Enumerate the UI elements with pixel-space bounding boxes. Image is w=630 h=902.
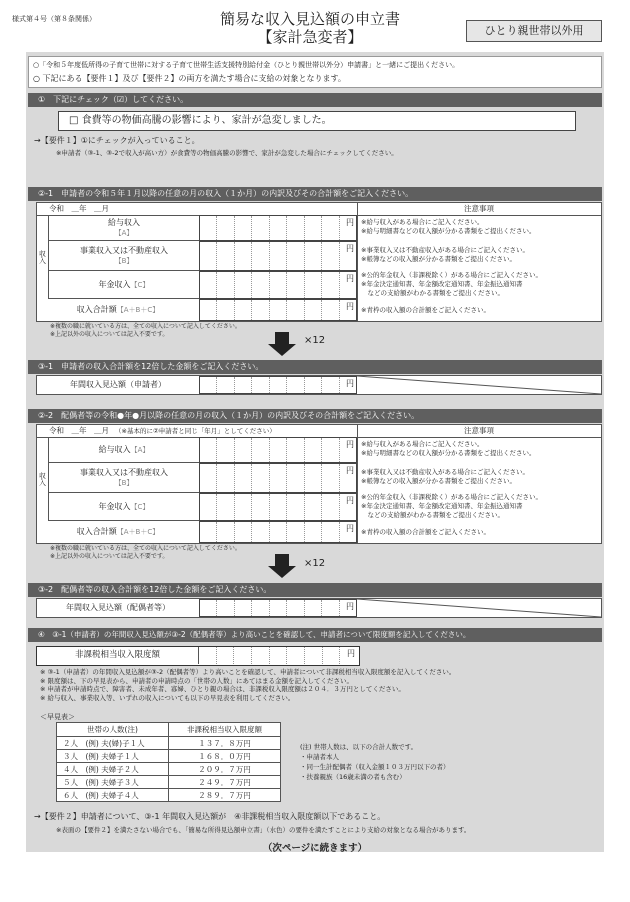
limit-row [36, 646, 360, 666]
strike-line [357, 376, 601, 394]
page-title: 簡易な収入見込額の申立書 [219, 10, 400, 28]
annual-income-spouse-row [36, 598, 602, 618]
spouse-total-input[interactable]: 円 [199, 521, 357, 543]
section-1-header: ① 下記にチェック（☑）してください。 [28, 93, 602, 107]
pension-note: ※公的年金収入（非課税除く）がある場合にご記入ください。 ※年金決定通知書、年金額改定通知書、年金振込通知書 などの支給額がわかる書類をご提出ください。 [361, 271, 542, 297]
household-type-badge: ひとり親世帯以外用 [466, 20, 602, 42]
notes-column-header: 注意事項 [464, 204, 494, 213]
total-income-label: 収入合計額【A＋B＋C】 [76, 305, 160, 314]
date-field[interactable]: 令和 ＿年 ＿月 [49, 204, 109, 213]
spouse-total-label: 収入合計額【A＋B＋C】 [76, 527, 160, 536]
table-row: ２人 (例) 夫(婦)子１人 １３７．８万円 [57, 737, 281, 750]
section-4-header: ④ ③-1（申請者）の年間収入見込額が③-2（配偶者等）より高いことを確認して、申請者について限度額を記入してください。 [28, 628, 602, 642]
spouse-business-input[interactable]: 円 [199, 463, 357, 493]
salary-note: ※給与収入がある場合にご記入ください。 ※給与明細書などの収入額が分かる書類をご提出ください。 [361, 218, 536, 235]
multiplier-label-2: ×12 [304, 558, 326, 569]
spouse-business-label: 事業収入又は不動産収入 【B】 [49, 463, 199, 493]
notes-column-header-2: 注意事項 [464, 426, 494, 435]
income-table-spouse [36, 424, 602, 544]
spouse-salary-input[interactable]: 円 [199, 437, 357, 463]
table-row: ３人 (例) 夫婦子１人 １６８．０万円 [57, 750, 281, 763]
table-row: ５人 (例) 夫婦子３人 ２４９．７万円 [57, 776, 281, 789]
limit-input[interactable]: 円 [199, 647, 357, 664]
section-3-1-header: ③-1 申請者の収入合計額を12倍した金額をご記入ください。 [28, 360, 602, 374]
spouse-pension-note: ※公的年金収入（非課税除く）がある場合にご記入ください。 ※年金決定通知書、年金額改定通知書、年金振込通知書 などの支給額がわかる書類をご提出ください。 [361, 493, 542, 519]
total-note: ※青枠の収入額の合計額をご記入ください。 [361, 306, 490, 314]
income-side-label: 収入 [37, 215, 49, 299]
business-income-label: 事業収入又は不動産収入 【B】 [49, 241, 199, 271]
annual-income-applicant-input[interactable]: 円 [199, 376, 357, 394]
small-notes-1: ※複数の職に就いている方は、全ての収入について記入してください。 ※上記以外の収入については記入不要です。 [50, 323, 241, 338]
spouse-salary-note: ※給与収入がある場合にご記入ください。 ※給与明細書などの収入額が分かる書類をご提出ください。 [361, 440, 536, 457]
small-notes-2: ※複数の職に就いている方は、全ての収入について記入してください。 ※上記以外の収入については記入不要です。 [50, 545, 241, 560]
annual-income-spouse-label: 年間収入見込額（配偶者等） [66, 603, 170, 612]
form-number: 様式第４号（第８条関係） [12, 15, 96, 23]
pension-income-label: 年金収入【C】 [49, 271, 199, 299]
pension-income-input[interactable]: 円 [199, 271, 357, 299]
price-surge-checkbox[interactable]: □ 食費等の物価高騰の影響により、家計が急変しました。 [58, 111, 576, 131]
requirement-1: →【要件１】①にチェックが入っていること。 [34, 136, 200, 145]
intro-line-2: ○ 下記にある【要件１】及び【要件２】の両方を満たす場合に支給の対象となります。 [33, 74, 346, 83]
requirement-2: →【要件２】申請者について、③-1 年間収入見込額が ④非課税相当収入限度額以下であること。 [34, 812, 386, 821]
spouse-pension-input[interactable]: 円 [199, 493, 357, 521]
table-row: ４人 (例) 夫婦子２人 ２０９．７万円 [57, 763, 281, 776]
spouse-pension-label: 年金収入【C】 [49, 493, 199, 521]
income-side-label-2: 収入 [37, 437, 49, 521]
annual-income-applicant-label: 年間収入見込額（申請者） [70, 380, 166, 389]
page-subtitle: 【家計急変者】 [257, 28, 363, 46]
annual-income-applicant-row [36, 375, 602, 395]
section-3-2-header: ③-2 配偶者等の収入合計額を12倍した金額をご記入ください。 [28, 583, 602, 597]
quick-table-title: ＜早見表＞ [40, 713, 75, 721]
salary-income-label: 給与収入 【A】 [49, 215, 199, 241]
limit-label: 非課税相当収入限度額 [37, 647, 199, 664]
down-arrow-icon [268, 332, 296, 356]
spouse-total-note: ※青枠の収入額の合計額をご記入ください。 [361, 528, 490, 536]
date-field-spouse[interactable]: 令和 ＿年 ＿月 （※基本的に②申請者と同じ「年月」としてください） [49, 426, 276, 435]
spouse-business-note: ※事業収入又は不動産収入がある場合にご記入ください。 ※帳簿などの収入額が分かる書類をご提出ください。 [361, 468, 529, 485]
household-count-note: (注) 世帯人数は、以下の合計人数です。 ・申請者本人 ・同一生計配偶者（収入金額１０３万円以下の者） ・扶養親族（16歳未満の者も含む） [300, 743, 450, 781]
total-income-input[interactable]: 円 [199, 299, 357, 321]
intro-box [28, 56, 602, 88]
spouse-salary-label: 給与収入【A】 [49, 437, 199, 463]
continued-footer: （次ページに続きます） [262, 843, 368, 854]
section-2-2-header: ②-2 配偶者等の令和●年●月以降の任意の月の収入（１か月）の内訳及びその合計額をご記入ください。 [28, 409, 602, 423]
requirement-1-note: ※申請者（③-1、③-2で収入が高い方）が食費等の物価高騰の影響で、家計が急変した場合にチェックしてください。 [56, 149, 398, 157]
business-note: ※事業収入又は不動産収入がある場合にご記入ください。 ※帳簿などの収入額が分かる書類をご提出ください。 [361, 246, 529, 263]
section-4-notes: ※ ③-1（申請者）の年間収入見込額が③-2（配偶者等）より高いことを確認して、申請者について非課税相当収入限度額を記入してください。 ※ 限度額は、下の早見表から、申請者の申請時点の「世帯の人数」にあてはまる金額を記入してください。 ※ 申請者が申請時点で、障害者、未成年者、寡婦、ひとり親の場合は、非課税収入限度額は２０４．３万円としてください。 ※ 給与収入、事業収入等、いずれの収入についても以下の早見表を利用してください。 [40, 668, 456, 702]
salary-income-input[interactable]: 円 [199, 215, 357, 241]
multiplier-label: ×12 [304, 335, 326, 346]
requirement-2-note: ※表面の【要件２】を満たさない場合でも、「簡易な所得見込額申立書」（水色）の要件を満たすことにより支給の対象となる場合があります。 [56, 826, 471, 834]
intro-line-1: ○「令和５年度低所得の子育て世帯に対する子育て世帯生活支援特別給付金（ひとり親世帯以外分）申請書」と一緒にご提出ください。 [33, 61, 460, 69]
table-row: ６人 (例) 夫婦子４人 ２８９．７万円 [57, 789, 281, 802]
section-2-1-header: ②-1 申請者の令和５年１月以降の任意の月の収入（１か月）の内訳及びその合計額をご記入ください。 [28, 187, 602, 201]
quick-reference-table: 世帯の人数(注) 非課税相当収入限度額 ２人 (例) 夫(婦)子１人 １３７．８万円 ３人 (例) 夫婦子１人 １６８．０万円 ４人 (例) 夫婦子２人 ２０９．７万円 ５人 (例) 夫婦子３人 ２４９．７万円 ６人 (例) 夫婦子４人 ２８９．７万円 [56, 722, 281, 802]
income-table-applicant [36, 202, 602, 322]
business-income-input[interactable]: 円 [199, 241, 357, 271]
annual-income-spouse-input[interactable]: 円 [199, 599, 357, 617]
strike-line-2 [357, 599, 601, 617]
down-arrow-icon-2 [268, 554, 296, 578]
